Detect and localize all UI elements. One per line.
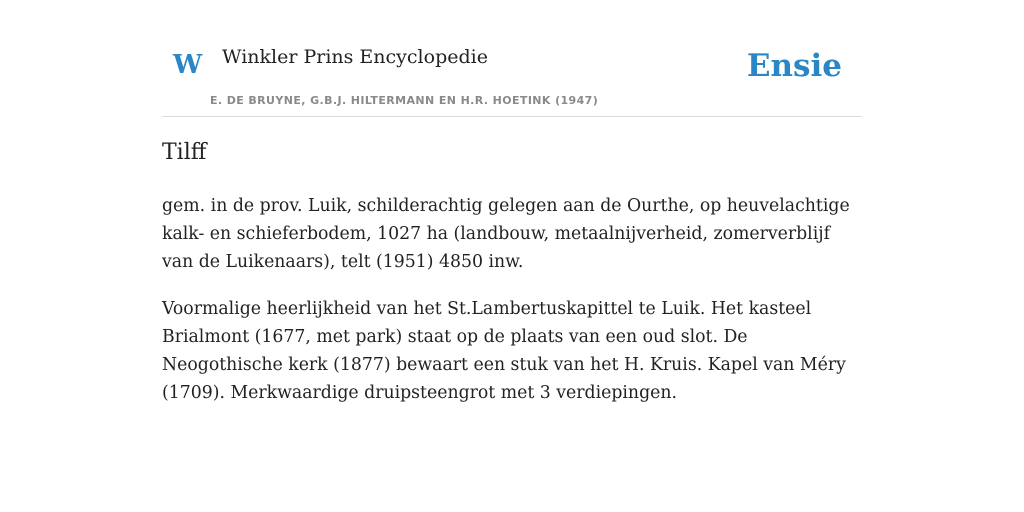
encyclopedia-authors: E. DE BRUYNE, G.B.J. HILTERMANN EN H.R. HOETINK (1947)	[210, 94, 599, 107]
ensie-brand-link[interactable]: Ensie	[746, 48, 842, 84]
article-paragraph: gem. in de prov. Luik, schilderachtig gelegen aan de Ourthe, op heuvelachtige kalk- en schieferbodem, 1027 ha (landbouw, metaalnijverheid, zomerverblijf van de Luikenaars), telt (1951) 4850 inw.	[162, 195, 850, 272]
encyclopedia-title[interactable]: Winkler Prins Encyclopedie	[222, 46, 488, 68]
encyclopedia-header	[162, 30, 862, 117]
article-paragraph: Voormalige heerlijkheid van het St.Lambertuskapittel te Luik. Het kasteel Brialmont (1677, met park) staat op de plaats van een oud slot. De Neogothische kerk (1877) bewaart een stuk van het H. Kruis. Kapel van Méry (1709). Merkwaardige druipsteengrot met 3 verdiepingen.	[162, 298, 846, 403]
encyclopedia-logo[interactable]: W	[173, 50, 203, 80]
article	[162, 139, 862, 426]
article-title: Tilff	[162, 140, 207, 165]
